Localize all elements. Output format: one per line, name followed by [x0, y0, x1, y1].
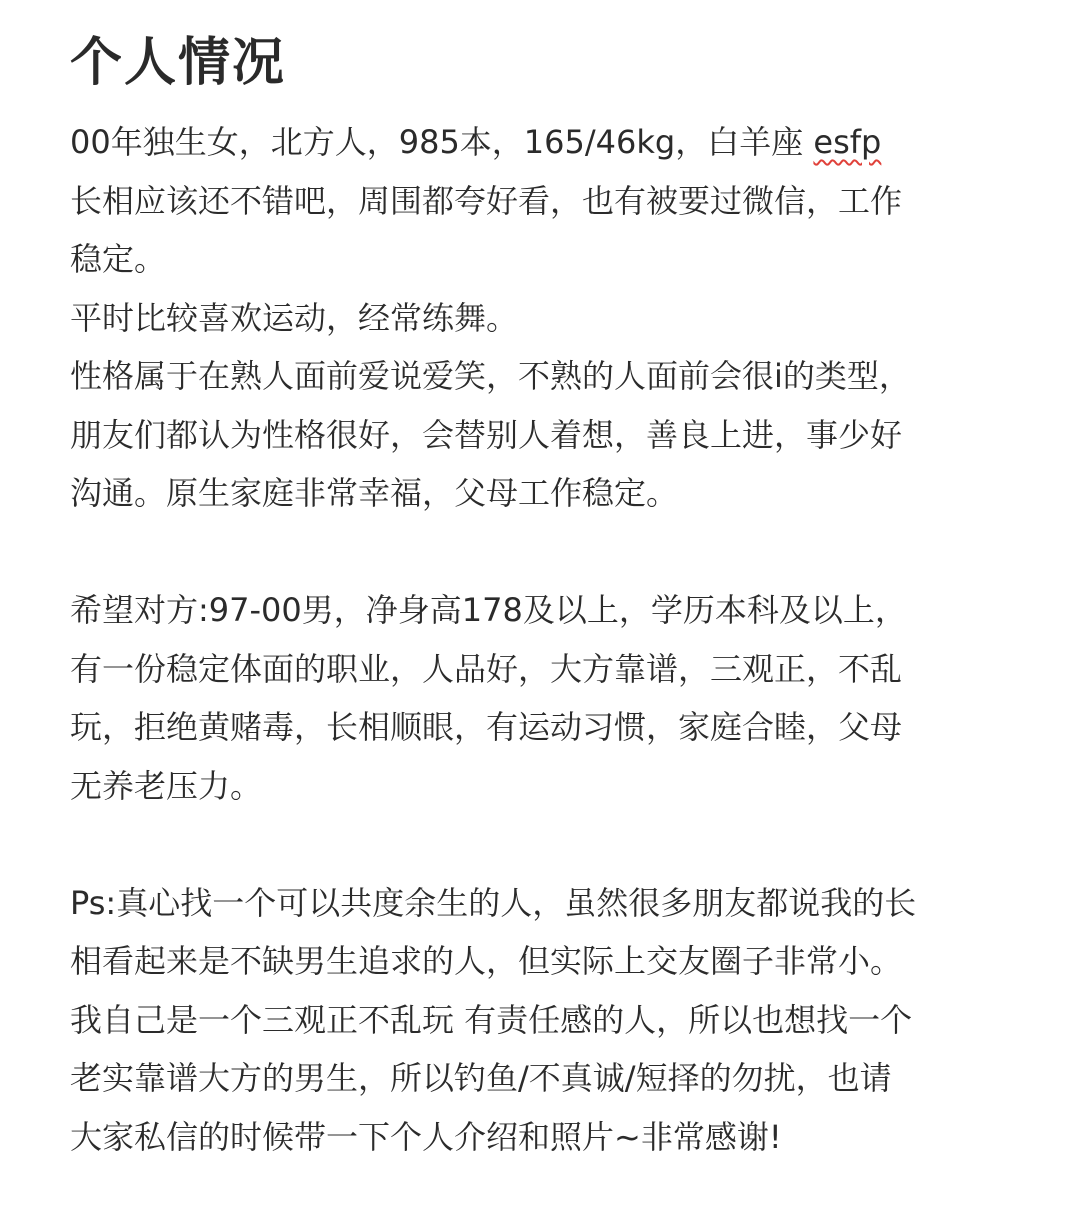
expectation-line-1: 希望对方:97-00男，净身高178及以上，学历本科及以上，	[70, 591, 907, 629]
intro-line-7: 沟通。原生家庭非常幸福，父母工作稳定。	[70, 474, 679, 512]
page-title: 个人情况	[70, 33, 287, 93]
ps-line-5: 大家私信的时候带一下个人介绍和照片~非常感谢!	[70, 1117, 782, 1156]
expectation-paragraph	[70, 581, 1010, 815]
intro-line-1	[70, 113, 1010, 172]
note-body[interactable]	[70, 113, 1010, 1166]
intro-paragraph	[70, 113, 1010, 523]
paragraph-spacer	[70, 523, 1010, 582]
ps-line-3: 我自己是一个三观正不乱玩 有责任感的人，所以也想找一个	[70, 1000, 913, 1039]
ps-paragraph	[70, 874, 1010, 1167]
ps-line-2: 相看起来是不缺男生追求的人，但实际上交友圈子非常小。	[70, 942, 903, 980]
expectation-line-3: 玩，拒绝黄赌毒，长相顺眼，有运动习惯，家庭合睦，父母	[70, 708, 903, 746]
paragraph-spacer	[70, 815, 1010, 874]
ps-line-1: Ps:真心找一个可以共度余生的人，虽然很多朋友都说我的长	[70, 883, 917, 922]
spellcheck-word-esfp: esfp	[813, 123, 882, 161]
intro-line-1-text: 00年独生女，北方人，985本，165/46kg，白羊座	[70, 123, 814, 161]
ps-line-4: 老实靠谱大方的男生，所以钓鱼/不真诚/短择的勿扰，也请	[70, 1059, 892, 1097]
intro-line-5: 性格属于在熟人面前爱说爱笑，不熟的人面前会很i的类型，	[70, 357, 911, 395]
note-page	[70, 0, 1010, 1166]
intro-line-3: 稳定。	[70, 240, 167, 278]
expectation-line-4: 无养老压力。	[70, 766, 263, 805]
intro-line-4: 平时比较喜欢运动，经常练舞。	[70, 298, 519, 337]
expectation-line-2: 有一份稳定体面的职业，人品好，大方靠谱，三观正，不乱	[70, 649, 903, 688]
intro-line-6: 朋友们都认为性格很好，会替别人着想，善良上进，事少好	[70, 415, 903, 454]
intro-line-2: 长相应该还不错吧，周围都夸好看，也有被要过微信，工作	[70, 181, 903, 220]
